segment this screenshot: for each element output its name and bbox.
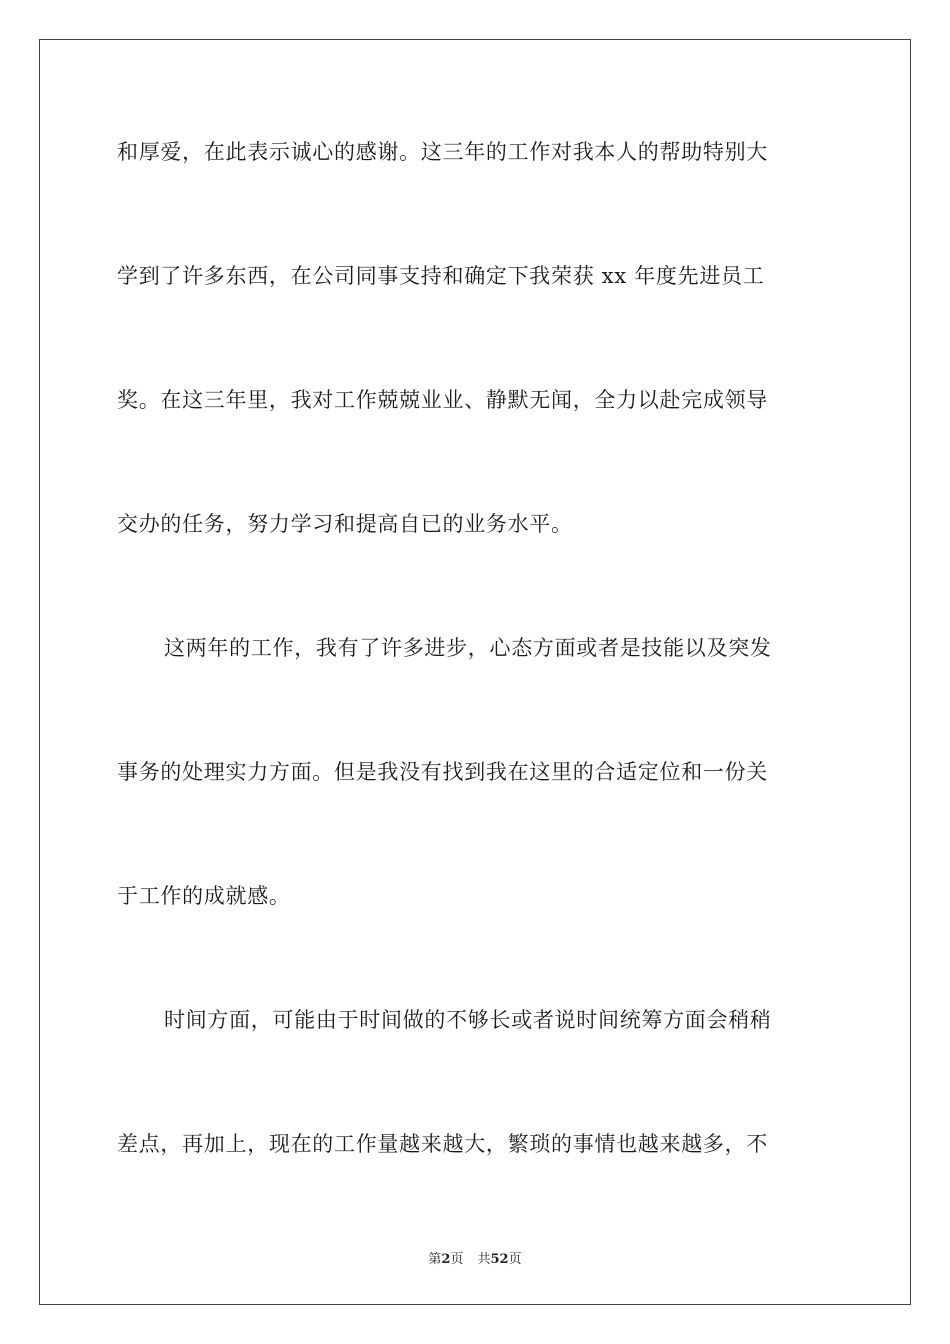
text-line-9: 差点，再加上，现在的工作量越来越大，繁琐的事情也越来越多，不 — [117, 1132, 768, 1156]
text-line-3: 奖。在这三年里，我对工作兢兢业业、静默无闻，全力以赴完成领导 — [117, 388, 768, 412]
text-line-1: 和厚爱，在此表示诚心的感谢。这三年的工作对我本人的帮助特别大 — [117, 140, 768, 164]
footer-page-number: 2 — [441, 1252, 451, 1267]
footer-total-suffix: 页 — [508, 1252, 522, 1267]
text-line-8: 时间方面，可能由于时间做的不够长或者说时间统筹方面会稍稍 — [164, 1008, 772, 1032]
page-frame — [39, 39, 911, 1305]
footer-page-prefix: 第 — [428, 1252, 442, 1267]
footer-page-suffix: 页 — [450, 1252, 464, 1267]
text-line-7: 于工作的成就感。 — [117, 884, 291, 908]
text-line-4: 交办的任务，努力学习和提高自已的业务水平。 — [117, 512, 573, 536]
footer-total-prefix: 共 — [477, 1252, 491, 1267]
text-line-5: 这两年的工作，我有了许多进步，心态方面或者是技能以及突发 — [164, 636, 772, 660]
text-line-6: 事务的处理实力方面。但是我没有找到我在这里的合适定位和一份关 — [117, 760, 768, 784]
text-line-2: 学到了许多东西，在公司同事支持和确定下我荣获 xx 年度先进员工 — [117, 264, 765, 288]
footer-total-pages: 52 — [490, 1252, 509, 1267]
page-footer — [0, 1248, 950, 1267]
